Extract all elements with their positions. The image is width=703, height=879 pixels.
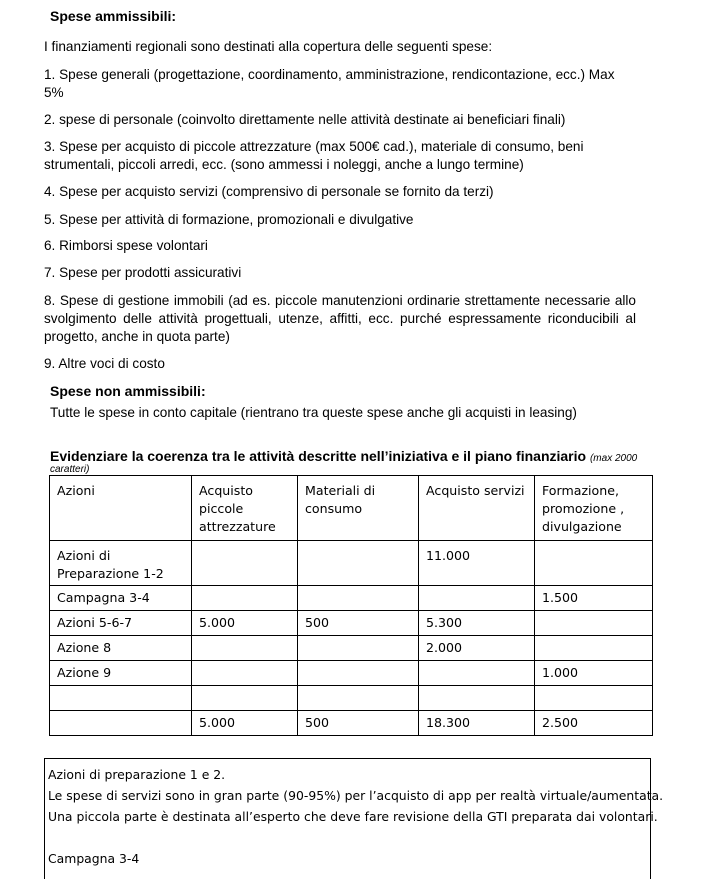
table-cell	[192, 586, 298, 611]
table-cell	[419, 586, 535, 611]
table-cell	[50, 686, 192, 711]
header-cell: Azioni	[50, 476, 192, 541]
table-cell	[298, 541, 419, 586]
table-cell: 11.000	[419, 541, 535, 586]
notes-line: Azioni di preparazione 1 e 2.	[48, 767, 226, 782]
eligible-item-1: 1. Spese generali (progettazione, coordinamento, amministrazione, rendicontazione, ecc.) Max 5%	[44, 67, 615, 100]
coherence-title-text: Evidenziare la coerenza tra le attività descritte nell’iniziativa e il piano finanziario	[50, 448, 587, 464]
total-cell: 18.300	[419, 711, 535, 736]
table-row	[50, 686, 653, 711]
table-cell: Campagna 3-4	[50, 586, 192, 611]
table-cell	[535, 541, 653, 586]
table-cell: Azioni 5-6-7	[50, 611, 192, 636]
table-row	[50, 541, 653, 586]
eligible-item-9: 9. Altre voci di costo	[44, 356, 165, 371]
table-cell	[192, 541, 298, 586]
notes-line: Campagna 3-4	[48, 851, 140, 866]
table-cell: Azioni di Preparazione 1-2	[50, 541, 192, 586]
table-cell	[192, 636, 298, 661]
eligible-heading: Spese ammissibili:	[50, 8, 177, 24]
eligible-item-5: 5. Spese per attività di formazione, promozionali e divulgative	[44, 212, 414, 227]
table-row	[50, 586, 653, 611]
char-limit-note-cont: caratteri)	[50, 464, 90, 475]
total-cell: 500	[298, 711, 419, 736]
table-total-row	[50, 711, 653, 736]
table-cell	[419, 686, 535, 711]
table-cell	[298, 686, 419, 711]
header-cell: Acquisto piccole attrezzature	[192, 476, 298, 541]
ineligible-heading: Spese non ammissibili:	[50, 383, 206, 399]
table-cell	[192, 661, 298, 686]
coherence-notes-box	[44, 758, 664, 879]
table-cell	[298, 586, 419, 611]
total-cell: 5.000	[192, 711, 298, 736]
budget-table	[49, 475, 653, 736]
eligible-item-7: 7. Spese per prodotti assicurativi	[44, 265, 242, 280]
header-cell: Materiali di consumo	[298, 476, 419, 541]
header-cell: Formazione, promozione , divulgazione	[535, 476, 653, 541]
notes-line: Una piccola parte è destinata all’esperto che deve fare revisione della GTI preparata dai volontari.	[48, 809, 658, 824]
total-cell: 2.500	[535, 711, 653, 736]
table-cell: 5.300	[419, 611, 535, 636]
table-cell: 5.000	[192, 611, 298, 636]
eligible-item-6: 6. Rimborsi spese volontari	[44, 238, 208, 253]
table-cell	[192, 686, 298, 711]
table-row	[50, 636, 653, 661]
table-cell	[298, 636, 419, 661]
table-row	[50, 661, 653, 686]
table-header-row	[50, 476, 653, 541]
table-cell	[419, 661, 535, 686]
eligible-item-8: 8. Spese di gestione immobili (ad es. piccole manutenzioni ordinarie strettamente necessarie allo svolgimento delle attività progettuali, utenze, affitti, ecc. purché espressamente riconducibili al progetto, anche in quota parte)	[44, 293, 636, 344]
table-cell	[298, 661, 419, 686]
table-cell: 1.000	[535, 661, 653, 686]
table-cell: 2.000	[419, 636, 535, 661]
table-cell: 1.500	[535, 586, 653, 611]
table-row	[50, 611, 653, 636]
eligible-item-4: 4. Spese per acquisto servizi (comprensivo di personale se fornito da terzi)	[44, 184, 494, 199]
table-cell	[50, 711, 192, 736]
table-cell: Azione 8	[50, 636, 192, 661]
notes-blank-line	[48, 827, 650, 848]
char-limit-note: (max 2000	[589, 453, 638, 464]
header-cell: Acquisto servizi	[419, 476, 535, 541]
table-cell	[535, 686, 653, 711]
eligible-item-3: 3. Spese per acquisto di piccole attrezzature (max 500€ cad.), materiale di consumo, beni strumentali, piccoli arredi, ecc. (sono ammessi i noleggi, anche a lungo termine)	[44, 139, 584, 172]
coherence-title	[50, 447, 637, 468]
table-cell	[535, 636, 653, 661]
table-cell: Azione 9	[50, 661, 192, 686]
ineligible-text: Tutte le spese in conto capitale (rientrano tra queste spese anche gli acquisti in leasing)	[50, 405, 577, 420]
eligible-item-2: 2. spese di personale (coinvolto direttamente nelle attività destinate ai beneficiari finali)	[44, 112, 566, 127]
notes-line: Le spese di servizi sono in gran parte (90-95%) per l’acquisto di app per realtà virtuale/aumentata.	[48, 788, 664, 803]
eligible-intro: I finanziamenti regionali sono destinati alla copertura delle seguenti spese:	[44, 39, 493, 54]
table-cell	[535, 611, 653, 636]
table-cell: 500	[298, 611, 419, 636]
